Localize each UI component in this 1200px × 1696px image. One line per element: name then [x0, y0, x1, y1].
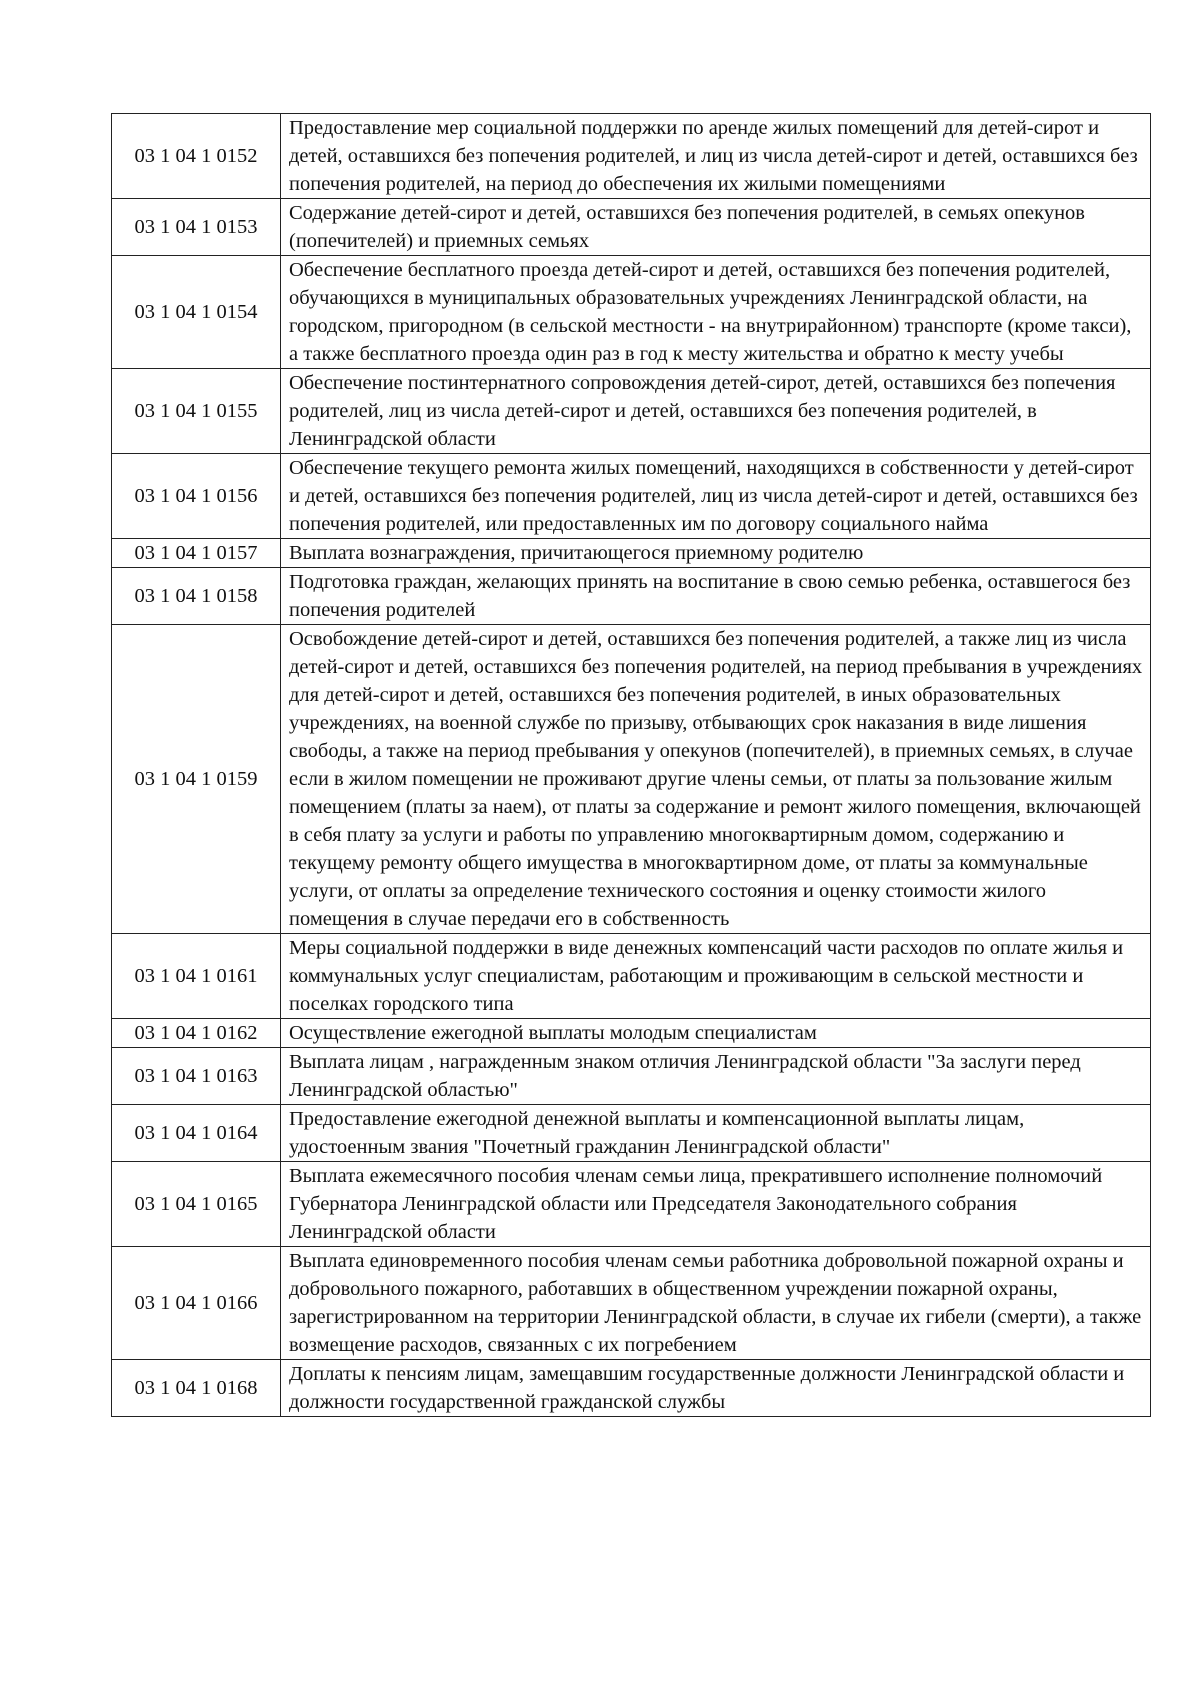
table-row	[112, 256, 1151, 369]
row-description-cell: Выплата единовременного пособия членам семьи работника добровольной пожарной охраны и добровольного пожарного, работавших в общественном учреждении пожарной охраны, зарегистрированном на территории Ленинградской области, в случае их гибели (смерти), а также возмещение расходов, связанных с их погребением	[281, 1247, 1151, 1360]
row-code-cell: 03 1 04 1 0154	[112, 256, 281, 369]
table-row	[112, 1162, 1151, 1247]
row-code-cell: 03 1 04 1 0165	[112, 1162, 281, 1247]
row-description-cell: Доплаты к пенсиям лицам, замещавшим государственные должности Ленинградской области и должности государственной гражданской службы	[281, 1360, 1151, 1417]
table-body	[112, 114, 1151, 1417]
table-row	[112, 539, 1151, 568]
row-description-cell: Освобождение детей-сирот и детей, оставшихся без попечения родителей, а также лиц из числа детей-сирот и детей, оставшихся без попечения родителей, на период пребывания в учреждениях для детей-сирот и детей, оставшихся без попечения родителей, в иных образовательных учреждениях, на военной службе по призыву, отбывающих срок наказания в виде лишения свободы, а также на период пребывания у опекунов (попечителей), в приемных семьях, в случае если в жилом помещении не проживают другие члены семьи, от платы за пользование жилым помещением (платы за наем), от платы за содержание и ремонт жилого помещения, включающей в себя плату за услуги и работы по управлению многоквартирным домом, содержанию и текущему ремонту общего имущества в многоквартирном доме, от платы за коммунальные услуги, от оплаты за определение технического состояния и оценку стоимости жилого помещения в случае передачи его в собственность	[281, 625, 1151, 934]
row-code-cell: 03 1 04 1 0163	[112, 1048, 281, 1105]
row-description-cell: Обеспечение текущего ремонта жилых помещений, находящихся в собственности у детей-сирот и детей, оставшихся без попечения родителей, лиц из числа детей-сирот и детей, оставшихся без попечения родителей, или предоставленных им по договору социального найма	[281, 454, 1151, 539]
table-row	[112, 199, 1151, 256]
row-code-cell: 03 1 04 1 0158	[112, 568, 281, 625]
table-row	[112, 1105, 1151, 1162]
table-row	[112, 625, 1151, 934]
row-description-cell: Предоставление ежегодной денежной выплаты и компенсационной выплаты лицам, удостоенным звания "Почетный гражданин Ленинградской области"	[281, 1105, 1151, 1162]
table-row	[112, 1360, 1151, 1417]
row-description-cell: Выплата ежемесячного пособия членам семьи лица, прекратившего исполнение полномочий Губернатора Ленинградской области или Председателя Законодательного собрания Ленинградской области	[281, 1162, 1151, 1247]
table-row	[112, 568, 1151, 625]
row-code-cell: 03 1 04 1 0159	[112, 625, 281, 934]
table-row	[112, 369, 1151, 454]
row-code-cell: 03 1 04 1 0156	[112, 454, 281, 539]
table-row	[112, 454, 1151, 539]
budget-classification-table	[111, 113, 1151, 1417]
row-description-cell: Содержание детей-сирот и детей, оставшихся без попечения родителей, в семьях опекунов (попечителей) и приемных семьях	[281, 199, 1151, 256]
row-code-cell: 03 1 04 1 0166	[112, 1247, 281, 1360]
row-code-cell: 03 1 04 1 0164	[112, 1105, 281, 1162]
row-description-cell: Предоставление мер социальной поддержки по аренде жилых помещений для детей-сирот и детей, оставшихся без попечения родителей, и лиц из числа детей-сирот и детей, оставшихся без попечения родителей, на период до обеспечения их жилыми помещениями	[281, 114, 1151, 199]
row-description-cell: Обеспечение бесплатного проезда детей-сирот и детей, оставшихся без попечения родителей, обучающихся в муниципальных образовательных учреждениях Ленинградской области, на городском, пригородном (в сельской местности - на внутрирайонном) транспорте (кроме такси), а также бесплатного проезда один раз в год к месту жительства и обратно к месту учебы	[281, 256, 1151, 369]
row-code-cell: 03 1 04 1 0168	[112, 1360, 281, 1417]
table-row	[112, 1019, 1151, 1048]
row-description-cell: Осуществление ежегодной выплаты молодым специалистам	[281, 1019, 1151, 1048]
row-description-cell: Меры социальной поддержки в виде денежных компенсаций части расходов по оплате жилья и коммунальных услуг специалистам, работающим и проживающим в сельской местности и поселках городского типа	[281, 934, 1151, 1019]
row-code-cell: 03 1 04 1 0155	[112, 369, 281, 454]
row-code-cell: 03 1 04 1 0162	[112, 1019, 281, 1048]
row-code-cell: 03 1 04 1 0152	[112, 114, 281, 199]
table-row	[112, 934, 1151, 1019]
row-description-cell: Выплата лицам , награжденным знаком отличия Ленинградской области "За заслуги перед Ленинградской областью"	[281, 1048, 1151, 1105]
table-row	[112, 1048, 1151, 1105]
row-description-cell: Подготовка граждан, желающих принять на воспитание в свою семью ребенка, оставшегося без попечения родителей	[281, 568, 1151, 625]
table-row	[112, 114, 1151, 199]
row-code-cell: 03 1 04 1 0153	[112, 199, 281, 256]
table-row	[112, 1247, 1151, 1360]
row-description-cell: Обеспечение постинтернатного сопровождения детей-сирот, детей, оставшихся без попечения родителей, лиц из числа детей-сирот и детей, оставшихся без попечения родителей, в Ленинградской области	[281, 369, 1151, 454]
row-code-cell: 03 1 04 1 0161	[112, 934, 281, 1019]
row-description-cell: Выплата вознаграждения, причитающегося приемному родителю	[281, 539, 1151, 568]
row-code-cell: 03 1 04 1 0157	[112, 539, 281, 568]
